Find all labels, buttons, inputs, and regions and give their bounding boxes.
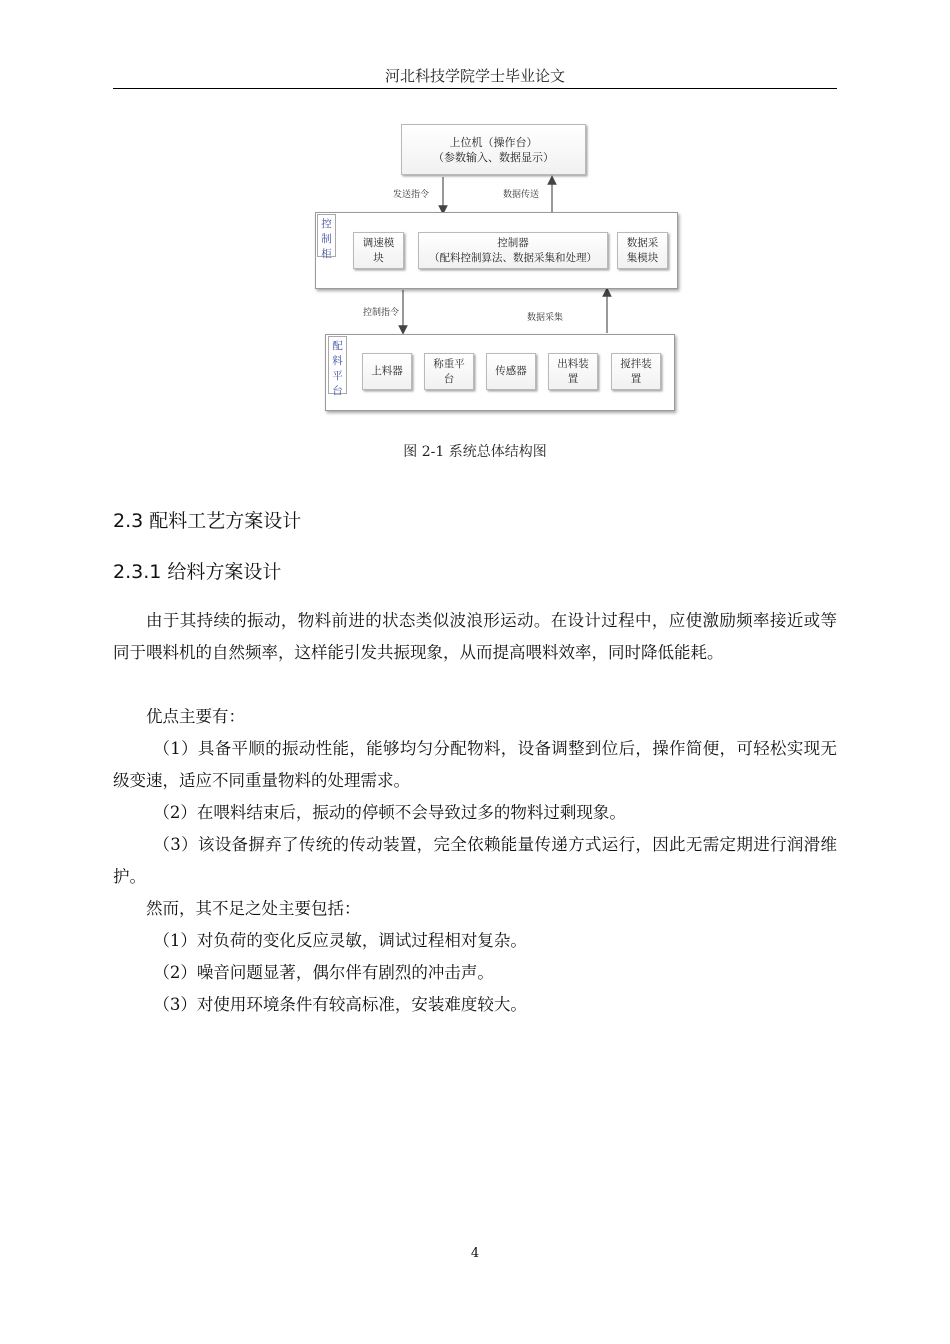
mixing-device-box: 搅拌装 置 xyxy=(611,353,661,390)
list-item-advantage-2: （2）在喂料结束后，振动的停顿不会导致过多的物料过剩现象。 xyxy=(153,803,626,822)
list-item-advantage-3: （3）该设备摒弃了传统的传动装置，完全依赖能量传递方式运行，因此无需定期进行润滑维护。 xyxy=(113,835,837,886)
data-acquisition-module-box: 数据采 集模块 xyxy=(617,232,668,269)
paragraph-advantages-lead: 优点主要有： xyxy=(146,707,245,726)
control-cabinet-label: 控 制 柜 xyxy=(317,214,336,257)
label-control-command: 控制指令 xyxy=(363,308,400,318)
paragraph-intro: 由于其持续的振动，物料前进的状态类似波浪形运动。在设计过程中，应使激励频率接近或等同于喂料机的自然频率，这样能引发共振现象，从而提高喂料效率，同时降低能耗。 xyxy=(113,611,837,662)
list-item-advantage-1: （1）具备平顺的振动性能，能够均匀分配物料，设备调整到位后，操作简便，可轻松实现无级变速，适应不同重量物料的处理需求。 xyxy=(113,739,837,790)
list-item-disadvantage-3: （3）对使用环境条件有较高标准，安装难度较大。 xyxy=(153,995,527,1014)
subsection-heading: 2.3.1 给料方案设计 xyxy=(113,561,282,583)
label-send-command: 发送指令 xyxy=(393,190,430,200)
page-number: 4 xyxy=(470,1246,480,1261)
section-heading: 2.3 配料工艺方案设计 xyxy=(113,510,302,532)
batching-platform-label: 配 料 平 台 xyxy=(328,336,347,394)
controller-box: 控制器 （配料控制算法、数据采集和处理） xyxy=(418,232,608,269)
speed-module-box: 调速模 块 xyxy=(353,232,404,269)
list-item-disadvantage-2: （2）噪音问题显著，偶尔伴有剧烈的冲击声。 xyxy=(153,963,494,982)
discharge-device-box: 出料装 置 xyxy=(548,353,598,390)
sensor-box: 传感器 xyxy=(486,353,536,390)
paragraph-disadvantages-lead: 然而，其不足之处主要包括： xyxy=(146,899,361,918)
list-item-disadvantage-1: （1）对负荷的变化反应灵敏，调试过程相对复杂。 xyxy=(153,931,527,950)
label-data-collect: 数据采集 xyxy=(527,313,564,323)
host-computer-box xyxy=(401,124,586,175)
figure-caption: 图 2-1 系统总体结构图 xyxy=(403,444,547,460)
weighing-platform-box: 称重平 台 xyxy=(424,353,474,390)
label-data-transfer: 数据传送 xyxy=(503,190,540,200)
feeder-box: 上料器 xyxy=(362,353,412,390)
host-title: 上位机（操作台） xyxy=(449,135,538,149)
running-header: 河北科技学院学士毕业论文 xyxy=(384,67,565,85)
host-subtitle: （参数输入、数据显示） xyxy=(433,150,554,164)
